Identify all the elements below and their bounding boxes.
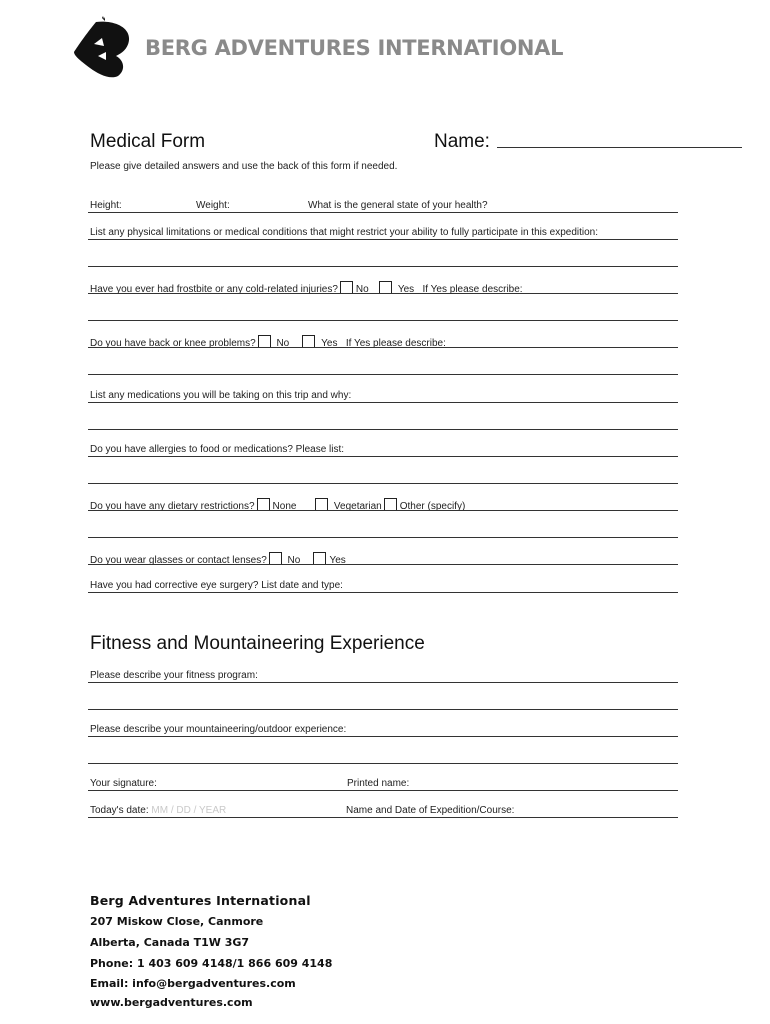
back-knee-label: Do you have back or knee problems? [90, 338, 256, 349]
limitations-field-2[interactable] [88, 266, 678, 267]
limitations-field-1[interactable] [88, 239, 678, 240]
allergies-field-1[interactable] [88, 456, 678, 457]
height-row [90, 200, 122, 211]
footer-company: Berg Adventures International [90, 893, 311, 908]
dietary-field-2[interactable] [88, 537, 678, 538]
date-expedition-field[interactable] [88, 817, 678, 818]
footer-address-2: Alberta, Canada T1W 3G7 [90, 936, 250, 949]
health-label: What is the general state of your health? [308, 200, 488, 211]
experience-label: Please describe your mountaineering/outdoor experience: [90, 724, 347, 735]
allergies-label: Do you have allergies to food or medications? Please list: [90, 444, 345, 455]
frostbite-yes-label: Yes [397, 284, 415, 295]
back-knee-describe-label: If Yes please describe: [345, 338, 446, 349]
mountain-bird-logo-icon [72, 16, 132, 78]
medications-label: List any medications you will be taking on this trip and why: [90, 390, 352, 401]
limitations-label: List any physical limitations or medical conditions that might restrict your ability to fully participate in this expedition: [90, 227, 599, 238]
glasses-field[interactable] [88, 564, 678, 565]
name-label: Name: [434, 131, 490, 152]
weight-label: Weight: [196, 200, 230, 211]
fitness-program-field-1[interactable] [88, 682, 678, 683]
date-label: Today's date: [90, 805, 149, 816]
fitness-program-field-2[interactable] [88, 709, 678, 710]
frostbite-describe-label: If Yes please describe: [422, 284, 523, 295]
glasses-label: Do you wear glasses or contact lenses? [90, 555, 267, 566]
medications-field-1[interactable] [88, 402, 678, 403]
eye-surgery-field[interactable] [88, 592, 678, 593]
height-label: Height: [90, 200, 122, 211]
glasses-no-label: No [287, 555, 301, 566]
frostbite-no-label: No [355, 284, 369, 295]
instructions-text: Please give detailed answers and use the back of this form if needed. [90, 161, 398, 172]
back-knee-no-label: No [276, 338, 290, 349]
brand-name: BERG ADVENTURES INTERNATIONAL [145, 36, 564, 60]
dietary-other-label: Other (specify) [399, 501, 466, 512]
printed-name-label: Printed name: [347, 778, 410, 789]
dietary-vegetarian-label: Vegetarian [333, 501, 382, 512]
frostbite-label: Have you ever had frostbite or any cold-related injuries? [90, 284, 338, 295]
health-field[interactable] [88, 212, 678, 213]
signature-field[interactable] [88, 790, 678, 791]
dietary-label: Do you have any dietary restrictions? [90, 501, 255, 512]
date-row [90, 805, 226, 816]
signature-label: Your signature: [90, 778, 157, 789]
glasses-yes-label: Yes [329, 555, 346, 566]
eye-surgery-label: Have you had corrective eye surgery? List date and type: [90, 580, 343, 591]
footer-email: Email: info@bergadventures.com [90, 977, 296, 990]
fitness-program-label: Please describe your fitness program: [90, 670, 258, 681]
experience-field-2[interactable] [88, 763, 678, 764]
back-knee-field-2[interactable] [88, 374, 678, 375]
allergies-field-2[interactable] [88, 483, 678, 484]
footer-address-1: 207 Miskow Close, Canmore [90, 915, 264, 928]
dietary-field-1[interactable] [88, 510, 678, 511]
date-input[interactable]: MM / DD / YEAR [151, 805, 227, 816]
footer-website: www.bergadventures.com [90, 996, 253, 1009]
back-knee-field-1[interactable] [88, 347, 678, 348]
frostbite-field-1[interactable] [88, 293, 678, 294]
fitness-section-title: Fitness and Mountaineering Experience [90, 633, 425, 654]
medications-field-2[interactable] [88, 429, 678, 430]
frostbite-field-2[interactable] [88, 320, 678, 321]
form-title: Medical Form [90, 131, 206, 152]
dietary-none-label: None [272, 501, 297, 512]
expedition-label: Name and Date of Expedition/Course: [346, 805, 515, 816]
name-field[interactable] [497, 147, 742, 148]
back-knee-yes-label: Yes [321, 338, 338, 349]
footer-phone: Phone: 1 403 609 4148/1 866 609 4148 [90, 957, 333, 970]
experience-field-1[interactable] [88, 736, 678, 737]
